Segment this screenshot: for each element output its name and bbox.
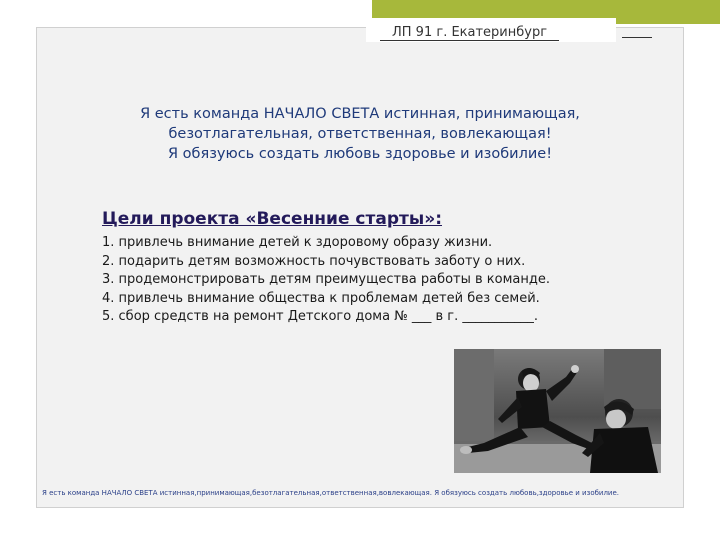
motto-line: Я есть команда НАЧАЛО СВЕТА истинная, принимающая, <box>140 106 580 122</box>
goal-item: 3. продемонстрировать детям преимущества работы в команде. <box>102 272 550 287</box>
footer-motto: Я есть команда НАЧАЛО СВЕТА истинная,принимающая,безотлагательная,ответственная,вовлекающая. Я обязуюсь создать любовь,здоровье и изобилие. <box>42 489 620 497</box>
goals-title: Цели проекта «Весенние старты»: <box>102 209 442 229</box>
children-photo-illustration <box>454 349 661 473</box>
header-underline-divider <box>622 37 652 38</box>
motto-line: Я обязуюсь создать любовь здоровье и изобилие! <box>167 146 553 162</box>
project-goals <box>102 207 672 327</box>
goal-item: 1. привлечь внимание детей к здоровому образу жизни. <box>102 235 493 250</box>
motto-line: безотлагательная, ответственная, вовлекающая! <box>168 126 552 142</box>
header-label: ЛП 91 г. Екатеринбург <box>380 26 559 41</box>
goal-item: 5. сбор средств на ремонт Детского дома № ___ в г. ___________. <box>102 309 539 324</box>
goal-item: 2. подарить детям возможность почувствовать заботу о них. <box>102 253 526 269</box>
team-motto <box>60 104 660 164</box>
goal-item: 4. привлечь внимание общества к проблемам детей без семей. <box>102 290 540 306</box>
children-photo <box>454 349 661 473</box>
